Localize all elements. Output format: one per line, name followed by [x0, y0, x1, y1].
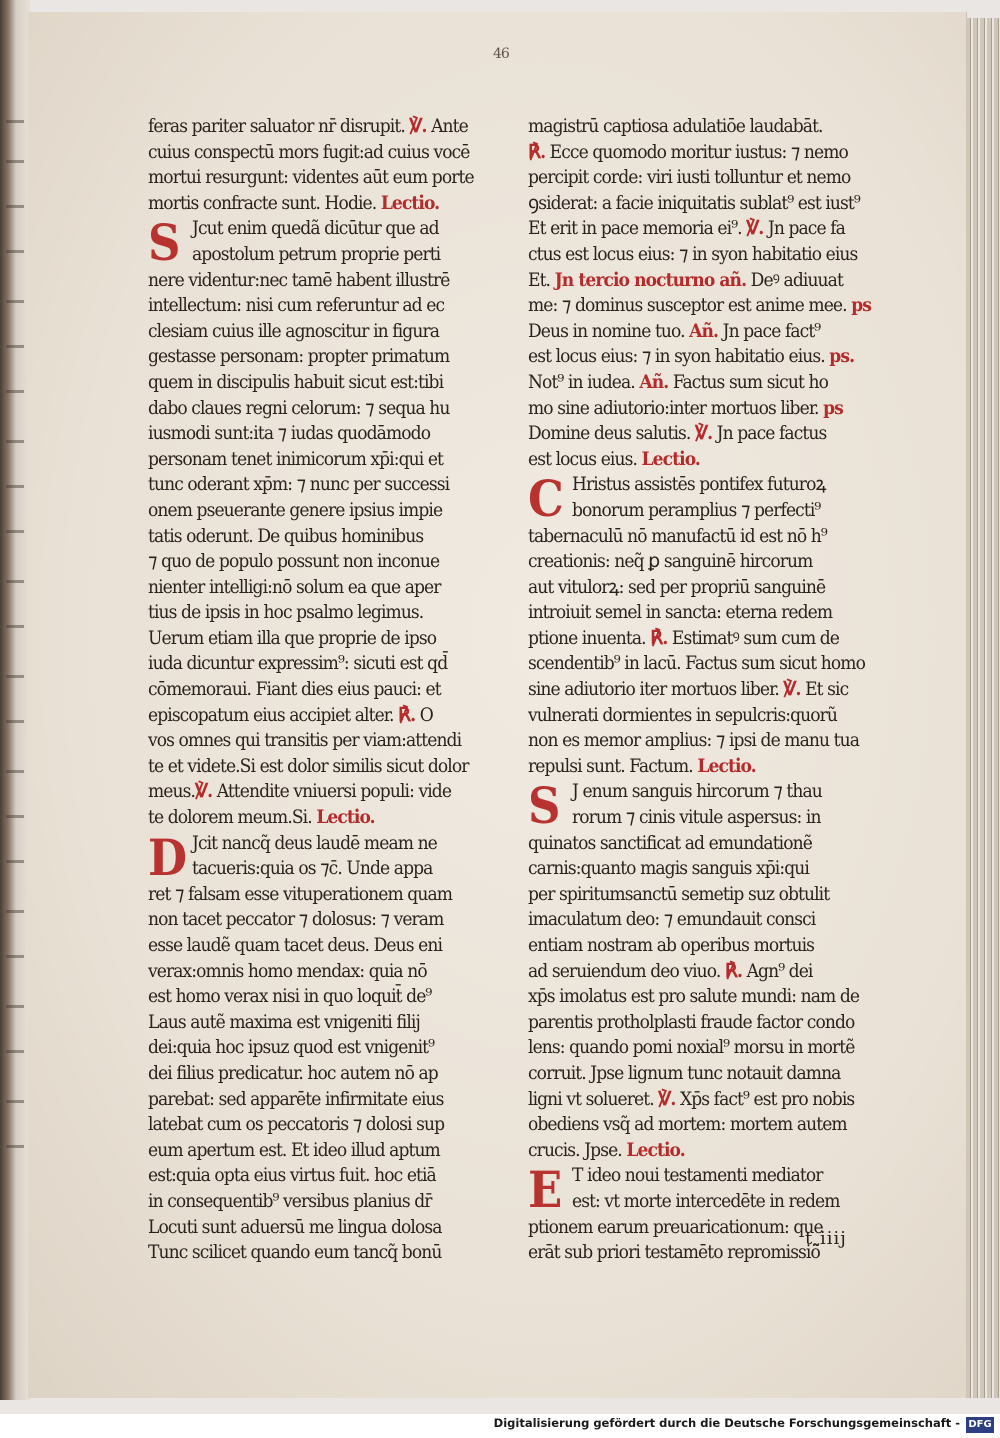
line-text-after-rubric: Jn pace factus	[712, 422, 827, 445]
line-text: creationis: neq̃ ꝑ sanguinē hircorum	[528, 550, 813, 573]
text-line	[148, 421, 493, 447]
line-text: percipit corde: viri iusti tolluntur et nemo	[528, 166, 851, 189]
line-text: Jcut enim quedã dicūtur que ad	[192, 217, 439, 240]
line-text: tacueris:quia os ⁊c̄. Unde appa	[192, 857, 433, 880]
line-text: est locus eius: ⁊ in syon habitatio eius.	[528, 345, 830, 368]
line-text: mortis confracte sunt. Hodie.	[148, 191, 381, 214]
line-text: Tunc scilicet quando eum tancq̃ bonū	[148, 1241, 442, 1264]
line-text: entiam nostram ab operibus mortuis	[528, 934, 815, 956]
text-line	[148, 575, 493, 601]
line-text: cuius conspectū mors fugit:ad cuius vocē	[148, 140, 470, 163]
line-text: in consequentib⁹ versibus planius dr̄	[148, 1189, 432, 1212]
text-line	[528, 805, 878, 831]
line-text: crucis. Jpse.	[528, 1138, 627, 1161]
line-text-after-rubric: Ante	[426, 115, 468, 137]
rubric-mark: ℣.	[195, 780, 213, 803]
text-line	[148, 933, 493, 959]
line-text: corruit. Jpse lignum tunc notauit damna	[528, 1061, 841, 1084]
line-text-after-rubric: Estimatꝰ sum cum de	[667, 626, 840, 649]
line-text: dabo claues regni celorum: ⁊ sequa hu	[148, 396, 450, 419]
text-line	[528, 959, 878, 985]
line-text-after-rubric: Et sic	[800, 678, 849, 701]
line-text: meus.	[148, 780, 196, 803]
line-text: ctus est locus eius: ⁊ in syon habitatio eius	[528, 242, 858, 265]
line-text: per spiritumsanctū semetip suz obtulit	[528, 882, 830, 905]
line-text: est homo verax nisi in quo loquit̄ de⁹	[148, 985, 432, 1008]
rubric-mark: Lectio.	[626, 1138, 685, 1161]
line-text: vos omnes qui transitis per viam:attendi	[148, 729, 462, 752]
text-line	[148, 984, 493, 1010]
line-text: dei:quia hoc ipsuz quod est vnigenit⁹	[148, 1036, 435, 1059]
text-line	[148, 140, 493, 166]
line-text: tius de ipsis in hoc psalmo legimus.	[148, 601, 424, 624]
line-text: Domine deus salutis.	[528, 422, 695, 445]
text-line	[528, 191, 878, 217]
rubric-mark: Lectio.	[697, 754, 756, 777]
text-line	[528, 498, 878, 524]
line-text: mo sine adiutorio:inter mortuos liber.	[528, 396, 824, 419]
text-line	[148, 728, 493, 754]
rubric-mark: Añ.	[639, 370, 669, 393]
decorated-initial: E	[528, 1160, 562, 1220]
rubric-mark: ps	[823, 396, 843, 419]
text-line	[528, 216, 878, 242]
line-text-after-rubric: Jn pace fact⁹	[718, 319, 821, 342]
text-line	[148, 677, 493, 703]
previous-page-edge	[0, 0, 30, 1400]
text-line	[528, 677, 878, 703]
text-line	[528, 856, 878, 882]
line-text: onem pseuerante genere ipsius impie	[148, 498, 443, 521]
line-text: repulsi sunt. Factum.	[528, 754, 698, 777]
dfg-logo: DFG	[966, 1417, 994, 1433]
text-line	[528, 344, 878, 370]
line-text: Et.	[528, 268, 555, 291]
line-text: mortui resurgunt: videntes aūt eum porte	[148, 166, 474, 189]
text-line	[528, 575, 878, 601]
text-line	[148, 396, 493, 422]
line-text: iuda dicuntur expressim⁹: sicuti est qd̄	[148, 652, 448, 675]
text-line	[528, 242, 878, 268]
text-line	[528, 370, 878, 396]
text-line	[528, 831, 878, 857]
funding-notice: Digitalisierung gefördert durch die Deutsche Forschungsgemeinschaft -	[493, 1416, 960, 1430]
text-line	[148, 805, 493, 831]
text-line	[148, 549, 493, 575]
decorated-initial: D	[148, 827, 187, 887]
text-line	[528, 754, 878, 780]
text-line	[528, 268, 878, 294]
rubric-mark: Lectio.	[380, 191, 440, 214]
rubric-mark: ℣.	[694, 422, 713, 445]
text-line	[148, 882, 493, 908]
line-text: eum apertum est. Et ideo illud aptum	[148, 1138, 440, 1161]
text-line	[528, 114, 878, 140]
line-text: personam tenet inimicorum xp̄i:qui et	[148, 447, 444, 470]
line-text: T ideo noui testamenti mediator	[572, 1164, 823, 1187]
rubric-mark: ℣.	[658, 1087, 676, 1110]
line-text: vulnerati dormientes in sepulcris:quorũ	[528, 703, 838, 726]
text-line	[528, 933, 878, 959]
decorated-initial: S	[148, 213, 180, 273]
text-line	[528, 882, 878, 908]
text-line	[528, 600, 878, 626]
text-line	[148, 1189, 493, 1215]
text-line	[148, 268, 493, 294]
text-line	[528, 907, 878, 933]
line-text: erāt sub priori testamēto repromissiõ̃	[528, 1241, 820, 1264]
rubric-mark: ℣.	[783, 678, 801, 701]
text-line	[148, 907, 493, 933]
text-line	[148, 1240, 493, 1266]
line-text: iusmodi sunt:ita ⁊ iudas quodāmodo	[148, 422, 431, 445]
decorated-initial: C	[528, 469, 563, 529]
line-text: Deus in nomine tuo.	[528, 319, 690, 342]
text-line	[148, 114, 493, 140]
line-text: feras pariter saluator nr̄ disrupit.	[148, 115, 410, 137]
line-text: introiuit semel in sancta: eterna redem	[528, 601, 833, 624]
line-text: ret ⁊ falsam esse vituperationem quam	[148, 882, 453, 905]
text-line	[148, 293, 493, 319]
right-text-column	[528, 114, 878, 1266]
line-text: carnis:quanto magis sanguis xp̄i:qui	[528, 857, 809, 880]
text-line	[148, 1087, 493, 1113]
text-line	[528, 1035, 878, 1061]
text-line	[528, 396, 878, 422]
text-line	[528, 549, 878, 575]
text-line	[148, 472, 493, 498]
line-text: est locus eius.	[528, 447, 642, 470]
decorated-initial: S	[528, 776, 560, 836]
text-line	[148, 1061, 493, 1087]
text-line	[148, 1215, 493, 1241]
text-line	[148, 191, 493, 217]
text-line	[528, 1010, 878, 1036]
line-text: J enum sanguis hircorum ⁊ thau	[572, 780, 822, 803]
line-text: bonorum peramplius ⁊ perfecti⁹	[572, 498, 821, 521]
text-line	[148, 626, 493, 652]
line-text: parentis protholplasti fraude factor condo	[528, 1010, 855, 1033]
line-text-after-rubric: Agn⁹ dei	[742, 959, 813, 982]
line-text: est:quia opta eius virtus fuit. hoc etiā	[148, 1164, 436, 1187]
rubric-mark: Jn tercio nocturno añ.	[554, 268, 747, 291]
text-line	[528, 140, 878, 166]
line-text: Locuti sunt aduersū me lingua dolosa	[148, 1215, 442, 1238]
rubric-mark: ps	[851, 294, 871, 317]
line-text: xp̄s imolatus est pro salute mundi: nam de	[528, 985, 860, 1008]
line-text: quem in discipulis habuit sicut est:tibi	[148, 370, 444, 393]
line-text: Not⁹ in iudea.	[528, 370, 640, 393]
rubric-mark: ℟.	[528, 140, 546, 163]
line-text: esse laudẽ quam tacet deus. Deus eni	[148, 934, 443, 956]
text-line	[148, 779, 493, 805]
line-text-after-rubric: Jn pace fa	[763, 217, 845, 240]
line-text-after-rubric: Factus sum sicut ho	[668, 370, 828, 393]
text-line	[148, 1112, 493, 1138]
text-line	[148, 498, 493, 524]
text-line	[148, 959, 493, 985]
text-line	[148, 1163, 493, 1189]
page-edges	[964, 18, 1000, 1398]
text-line	[528, 1138, 878, 1164]
text-line	[148, 754, 493, 780]
text-line	[528, 524, 878, 550]
line-text: lens: quando pomi noxial⁹ morsu in mortẽ	[528, 1036, 855, 1059]
text-line	[148, 370, 493, 396]
line-text: te dolorem meum.Si.	[148, 806, 317, 829]
line-text: tabernaculū nō manufactū id est nō h⁹	[528, 524, 827, 547]
line-text: quinatos sanctificat ad emundationẽ	[528, 831, 812, 854]
text-line	[148, 1010, 493, 1036]
line-text: verax:omnis homo mendax: quia nō	[148, 959, 427, 982]
text-line	[528, 1189, 878, 1215]
line-text: intellectum: nisi cum referuntur ad ec	[148, 294, 445, 317]
line-text: te et videte.Si est dolor similis sicut dolor	[148, 754, 469, 777]
line-text: rorum ⁊ cinis vitule aspersus: in	[572, 806, 821, 829]
text-line	[148, 703, 493, 729]
rubric-mark: Añ.	[689, 319, 719, 342]
text-line	[528, 1061, 878, 1087]
line-text: episcopatum eius accipiet alter.	[148, 703, 399, 726]
line-text: dei filius predicatur. hoc autem nō ap	[148, 1061, 438, 1084]
line-text: Hristus assistēs pontifex futuroꝝ	[572, 473, 826, 496]
text-line	[528, 651, 878, 677]
text-line	[148, 600, 493, 626]
rubric-mark: ℣.	[409, 115, 427, 137]
line-text: nere videntur:nec tamē habent illustrē	[148, 268, 450, 291]
line-text: parebat: sed apparēte infirmitate eius	[148, 1087, 444, 1110]
line-text: Jcit nancq̃ deus laudē meam ne	[192, 831, 437, 854]
rubric-mark: Lectio.	[316, 806, 375, 829]
left-text-column	[148, 114, 493, 1266]
text-line	[528, 319, 878, 345]
line-text-after-rubric: Ecce quomodo moritur iustus: ⁊ nemo	[545, 140, 848, 163]
text-line	[528, 728, 878, 754]
signature-mark: t iiij	[805, 1228, 847, 1249]
text-line	[528, 984, 878, 1010]
line-text: aut vitulorꝝ: sed per propriū sanguinē	[528, 575, 826, 598]
rubric-mark: ℟.	[724, 959, 743, 982]
text-line	[148, 856, 493, 882]
text-line	[148, 242, 493, 268]
line-text: cōmemoraui. Fiant dies eius pauci: et	[148, 678, 441, 701]
rubric-mark: ps.	[829, 345, 855, 368]
line-text: non tacet peccator ⁊ dolosus: ⁊ veram	[148, 908, 444, 931]
line-text-after-rubric: Deꝰ adiuuat	[746, 268, 843, 291]
folio-number: 46	[493, 46, 509, 62]
line-text-after-rubric: Attendite vniuersi populi: vide	[212, 780, 452, 803]
line-text: apostolum petrum proprie perti	[192, 242, 441, 265]
line-text-after-rubric: O	[415, 703, 433, 726]
line-text: latebat cum os peccatoris ⁊ dolosi sup	[148, 1113, 445, 1136]
text-line	[528, 1112, 878, 1138]
text-line	[148, 447, 493, 473]
text-line	[528, 165, 878, 191]
rubric-mark: ℟.	[650, 626, 668, 649]
line-text: Uerum etiam illa que proprie de ipso	[148, 626, 437, 649]
text-line	[148, 165, 493, 191]
line-text: tunc oderant xp̄m: ⁊ nunc per successi	[148, 473, 450, 496]
text-line	[148, 344, 493, 370]
line-text: Laus autẽ maxima est vnigeniti filij	[148, 1010, 420, 1033]
line-text: ꝯsiderat: a facie iniquitatis sublat⁹ est iust⁹	[528, 191, 860, 214]
rubric-mark: ℟.	[398, 703, 416, 726]
text-line	[148, 1138, 493, 1164]
text-line	[528, 1087, 878, 1113]
line-text-after-rubric: Xp̄s fact⁹ est pro nobis	[675, 1087, 855, 1110]
text-line	[528, 293, 878, 319]
line-text: ptionem earum preuaricationum: que	[528, 1215, 823, 1238]
rubric-mark: ℣.	[746, 217, 764, 240]
line-text: ad seruiendum deo viuo.	[528, 959, 725, 982]
line-text: clesiam cuius ille agnoscitur in figura	[148, 319, 440, 342]
line-text: me: ⁊ dominus susceptor est anime mee.	[528, 294, 852, 317]
line-text: ptione inuenta.	[528, 626, 651, 649]
line-text: magistrū captiosa adulatiōe laudabāt.	[528, 115, 823, 137]
line-text: imaculatum deo: ⁊ emundauit consci	[528, 908, 816, 931]
text-line	[528, 626, 878, 652]
text-line	[528, 703, 878, 729]
line-text: obediens vsq̃ ad mortem: mortem autem	[528, 1113, 847, 1136]
line-text: gestasse personam: propter primatum	[148, 345, 450, 368]
line-text: ⁊ quo de populo possunt non inconue	[148, 550, 440, 573]
line-text: non es memor amplius: ⁊ ipsi de manu tua	[528, 729, 860, 752]
text-line	[528, 421, 878, 447]
line-text: tatis oderunt. De quibus hominibus	[148, 524, 424, 547]
line-text: est: vt morte intercedēte in redem	[572, 1189, 840, 1212]
line-text: scendentib⁹ in lacū. Factus sum sicut homo	[528, 652, 865, 675]
rubric-mark: Lectio.	[641, 447, 700, 470]
text-line	[528, 447, 878, 473]
text-line	[148, 524, 493, 550]
text-line	[148, 319, 493, 345]
text-line	[148, 1035, 493, 1061]
line-text: sine adiutorio iter mortuos liber.	[528, 678, 784, 701]
line-text: Et erit in pace memoria ei⁹.	[528, 217, 747, 240]
line-text: nienter intelligi:nō solum ea que aper	[148, 575, 441, 598]
text-line	[148, 651, 493, 677]
line-text: ligni vt solueret.	[528, 1087, 659, 1110]
